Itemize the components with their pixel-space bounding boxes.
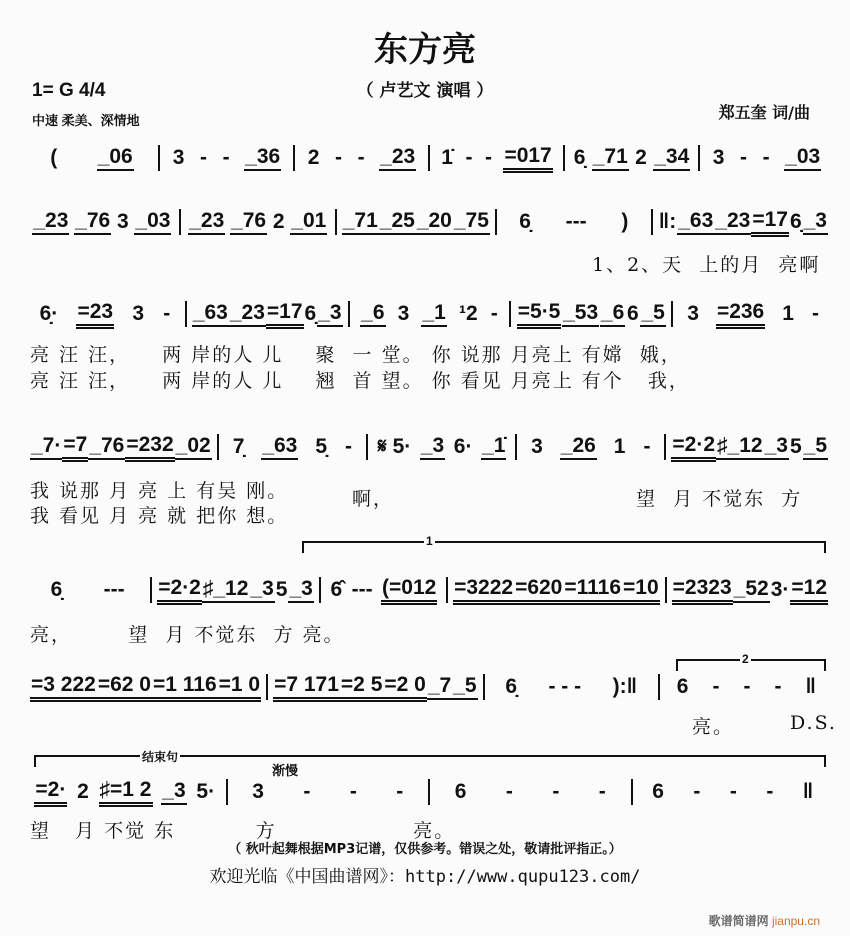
note-group: ¹2 [458,302,478,325]
note-group: =12 [790,576,828,605]
note-group: 1 [782,302,794,325]
note-group: - [344,435,352,458]
note-group: 7̣ [232,435,245,458]
singer: （ 卢艺文 演唱 ） [356,81,494,101]
note-group: - [357,146,365,169]
bar-line [483,674,485,700]
note-group: _03 [134,209,171,235]
composer-credit: 郑五奎 词/曲 [718,103,810,122]
bar-line [671,301,673,327]
note-group: - [598,780,606,803]
note-group: ‖ [805,675,816,698]
note-group: 3 [116,210,129,233]
bar-line [226,779,228,805]
note-group: _63 [192,301,229,327]
note-group: - [766,780,774,803]
measure [30,300,180,329]
note-group: --- [351,578,373,601]
volta-2-label: 2 [742,652,749,666]
note-group: 3 [132,302,144,325]
note-group: - [163,302,171,325]
note-group: _5 [452,674,477,700]
measure [502,210,646,234]
bar-line [266,674,268,700]
ending-label: 结束句 [142,750,179,764]
lyrics-row6: 亮。 [692,716,735,738]
measure [342,209,490,235]
note-group: ‖: [658,210,677,233]
bar-line [150,577,152,603]
measure [192,300,343,329]
note-group: (=012 [381,576,437,605]
transcriber-note: （ 秋叶起舞根据MP3记谱，仅供参考。错误之处，敬请批评指正。） [228,842,622,857]
note-group: ) [621,210,629,233]
note-group: - [740,146,748,169]
measure [273,673,477,702]
note-group: _7· [30,434,62,460]
note-group: 3 [397,302,410,325]
note-group: - [200,146,208,169]
bar-line [366,434,368,460]
notation-row [30,575,828,605]
volta-1-bracket [302,534,826,553]
lyrics-row2: 1、2、天 上的月 亮啊 [592,254,821,276]
watermark-cn: 歌谱简谱网 [708,914,769,928]
note-group: _23 [32,209,69,235]
measure [453,576,660,605]
measure [326,576,441,605]
bar-line [217,434,219,460]
note-group: 3· [770,578,790,601]
note-group: - [303,780,311,803]
note-group: 5 [789,435,802,458]
measure [30,673,261,702]
note-group: - [774,675,782,698]
note-group: =1 0 [218,673,261,702]
note-group: - [335,146,343,169]
note-group: ‖ [802,780,814,803]
note-group: =7 171 [273,673,340,702]
note-group: =2· [34,778,67,807]
note-group: _03 [784,145,821,171]
note-group: 1̇ [441,146,453,169]
note-group: 5̣ [315,435,328,458]
bar-line [631,779,633,805]
note-group: =2323 [672,576,733,605]
bar-line [319,577,321,603]
note-group: ♯_12 [202,577,250,603]
note-group: _71 [592,145,629,171]
note-group: _23 [714,209,751,235]
note-group: _52 [733,577,770,603]
measure [516,300,666,329]
note-group: _1̇ [481,434,506,460]
note-group: ♯=1 2 [99,778,153,807]
measure [233,780,424,804]
notation-row [30,432,828,462]
note-group: 3 [531,435,543,458]
note-group: 6̣ [505,675,517,698]
note-group: _53 [562,301,599,327]
note-group: _3 [288,577,313,603]
measure [671,433,828,462]
measure [30,578,145,602]
measure [435,144,558,173]
measure [373,434,510,460]
note-group: 6 [676,675,689,698]
measure [638,780,829,804]
bar-line [664,434,666,460]
measure [490,675,653,699]
note-group: =2 5 [340,673,383,702]
bar-line [179,209,181,235]
measure [157,576,314,605]
measure [224,434,361,460]
watermark [709,912,820,929]
measure [705,145,828,171]
note-group: 3 [252,780,264,803]
note-group: 2 [635,146,647,169]
note-group: _23 [229,301,266,327]
note-group: =3 222 [30,673,97,702]
note-group: 5· [196,780,216,803]
note-group: ♯_12 [716,434,764,460]
bar-line [428,145,430,171]
measure [665,675,828,699]
note-group: _20 [416,209,453,235]
measure [165,145,288,171]
bar-line [651,209,653,235]
bar-line [185,301,187,327]
note-group: _71 [342,209,379,235]
volta-2-bracket [676,652,826,671]
note-group: _36 [244,145,281,171]
note-group: =2·2 [157,576,202,605]
note-group: _3 [764,434,789,460]
note-group: =2·2 [671,433,716,462]
note-group: _76 [88,434,125,460]
note-group: 3 [687,302,699,325]
note-group: 6 [652,780,664,803]
note-group: _01 [290,209,327,235]
note-group: 6 [454,780,467,803]
note-group: _76 [230,209,267,235]
note-group: =5·5 [517,300,562,329]
measure [30,778,221,807]
note-group: =1116 [563,576,622,605]
note-group: _75 [453,209,490,235]
note-group: ( [50,146,58,169]
measure [30,433,212,462]
measure [435,780,626,804]
note-group: _34 [653,145,690,171]
note-group: _1 [421,301,446,327]
note-group: 6̣ [50,578,63,601]
note-group: 6̂ [330,578,343,601]
measure [186,209,330,235]
note-group: - [729,780,737,803]
note-group: 6· [453,435,473,458]
note-group: _26 [560,434,597,460]
note-group: _3 [803,209,828,235]
lyrics-row7: 望 月 不觉 东 方 亮。 [30,820,456,842]
note-group: 6̣· [39,302,59,325]
notation-row [30,143,828,173]
note-group: 2 [77,780,89,803]
note-group: _5 [803,434,828,460]
note-group: _6 [600,301,625,327]
note-group: 2 [272,210,285,233]
measure [570,145,693,171]
note-group: --- [565,210,587,233]
measure [678,300,828,329]
lyrics-row3-verse2: 亮 汪 汪， 两 岸的人 儿 翘 首 望。 你 看见 月亮上 有个 我， [30,370,690,392]
lyrics-row4-refrain2: 望 月 不觉东 方 [636,488,803,510]
note-group: 2 [307,146,320,169]
notation-row [30,207,828,237]
note-group: - [712,675,720,698]
bar-line [509,301,511,327]
note-group: _3 [317,301,342,327]
song-title: 东方亮 [374,30,476,70]
note-group: _7 [427,674,452,700]
note-group: =2 0 [383,673,426,702]
note-group: - [552,780,560,803]
measure [355,301,505,327]
note-group: - - - [548,675,582,698]
bar-line [495,209,497,235]
bar-line [515,434,517,460]
note-group: _06 [97,145,134,171]
notation-row [30,672,828,702]
note-group: - [505,780,513,803]
bar-line [658,674,660,700]
note-group: - [812,302,819,325]
ending-bracket [34,750,826,767]
bar-line [563,145,565,171]
note-group: =620 [514,576,563,605]
note-group: _23 [379,145,416,171]
ritardando-mark: 渐慢 [272,764,299,779]
note-group: ):‖ [612,675,638,698]
note-group: - [484,146,492,169]
note-group: _23 [188,209,225,235]
bar-line [428,779,430,805]
note-group: _63 [261,434,298,460]
note-group: - [693,780,701,803]
bar-line [335,209,337,235]
note-group: 6̣ [519,210,531,233]
note-group: - [643,435,651,458]
note-group: _63 [677,209,714,235]
lyrics-row4-verse2: 我 看见 月 亮 就 把你 想。 [30,505,289,527]
note-group: 6̣ [789,210,802,233]
ds-mark: D.S. [790,712,837,734]
note-group: 6̣ [573,146,586,169]
lyrics-row3-verse1: 亮 汪 汪， 两 岸的人 儿 聚 一 堂。 你 说那 月亮上 有嫦 娥， [30,344,682,366]
note-group: - [396,780,404,803]
note-group: - [465,146,473,169]
bar-line [446,577,448,603]
measure [522,434,659,460]
note-group: - [222,146,230,169]
note-group: - [490,302,498,325]
bar-line [698,145,700,171]
note-group: 6̣ [304,302,317,325]
note-group: =62 0 [97,673,152,702]
site-link[interactable]: 欢迎光临《中国曲谱网》：http://www.qupu123.com/ [209,867,641,887]
measure [300,145,423,171]
notation-row [30,299,828,329]
note-group: =7 [62,433,88,462]
bar-line [348,301,350,327]
note-group: _76 [74,209,111,235]
lyrics-row4-verse1: 我 说那 月 亮 上 有吴 刚。 [30,480,289,502]
measure [30,145,153,171]
measure [658,208,828,237]
note-group: - [762,146,770,169]
note-group: _3 [161,779,186,805]
note-group: =10 [622,576,660,605]
note-group: --- [103,578,125,601]
note-group: _6 [360,301,385,327]
note-group: 5 [275,578,288,601]
note-group: _3 [249,577,274,603]
measure [672,576,828,605]
note-group: =017 [503,144,552,173]
note-group: =236 [716,300,765,329]
tempo-marking: 中速 柔美、深情地 [32,113,140,128]
note-group: 𝄋 5· [377,435,412,458]
note-group: 3 [172,146,185,169]
lyrics-row4-refrain: 啊， [352,488,395,510]
notation-row [30,777,828,807]
volta-1-label: 1 [426,534,433,548]
lyrics-row5: 亮， 望 月 不觉东 方 亮。 [30,624,345,646]
note-group: _02 [175,434,212,460]
note-group: =232 [125,433,174,462]
note-group: _3 [420,434,445,460]
note-group: =3222 [453,576,514,605]
bar-line [665,577,667,603]
note-group: =1 116 [152,673,218,702]
note-group: _5 [640,301,665,327]
note-group: - [349,780,357,803]
measure [30,209,174,235]
watermark-en: jianpu.cn [771,914,820,928]
note-group: =17 [266,300,304,329]
key-signature: 1= G 4/4 [32,80,106,101]
bar-line [158,145,160,171]
bar-line [293,145,295,171]
note-group: 6 [626,302,639,325]
note-group: - [743,675,751,698]
note-group: 1 [613,435,626,458]
note-group: 3 [712,146,725,169]
note-group: =17 [751,208,789,237]
note-group: =23 [76,300,114,329]
note-group: _25 [379,209,416,235]
